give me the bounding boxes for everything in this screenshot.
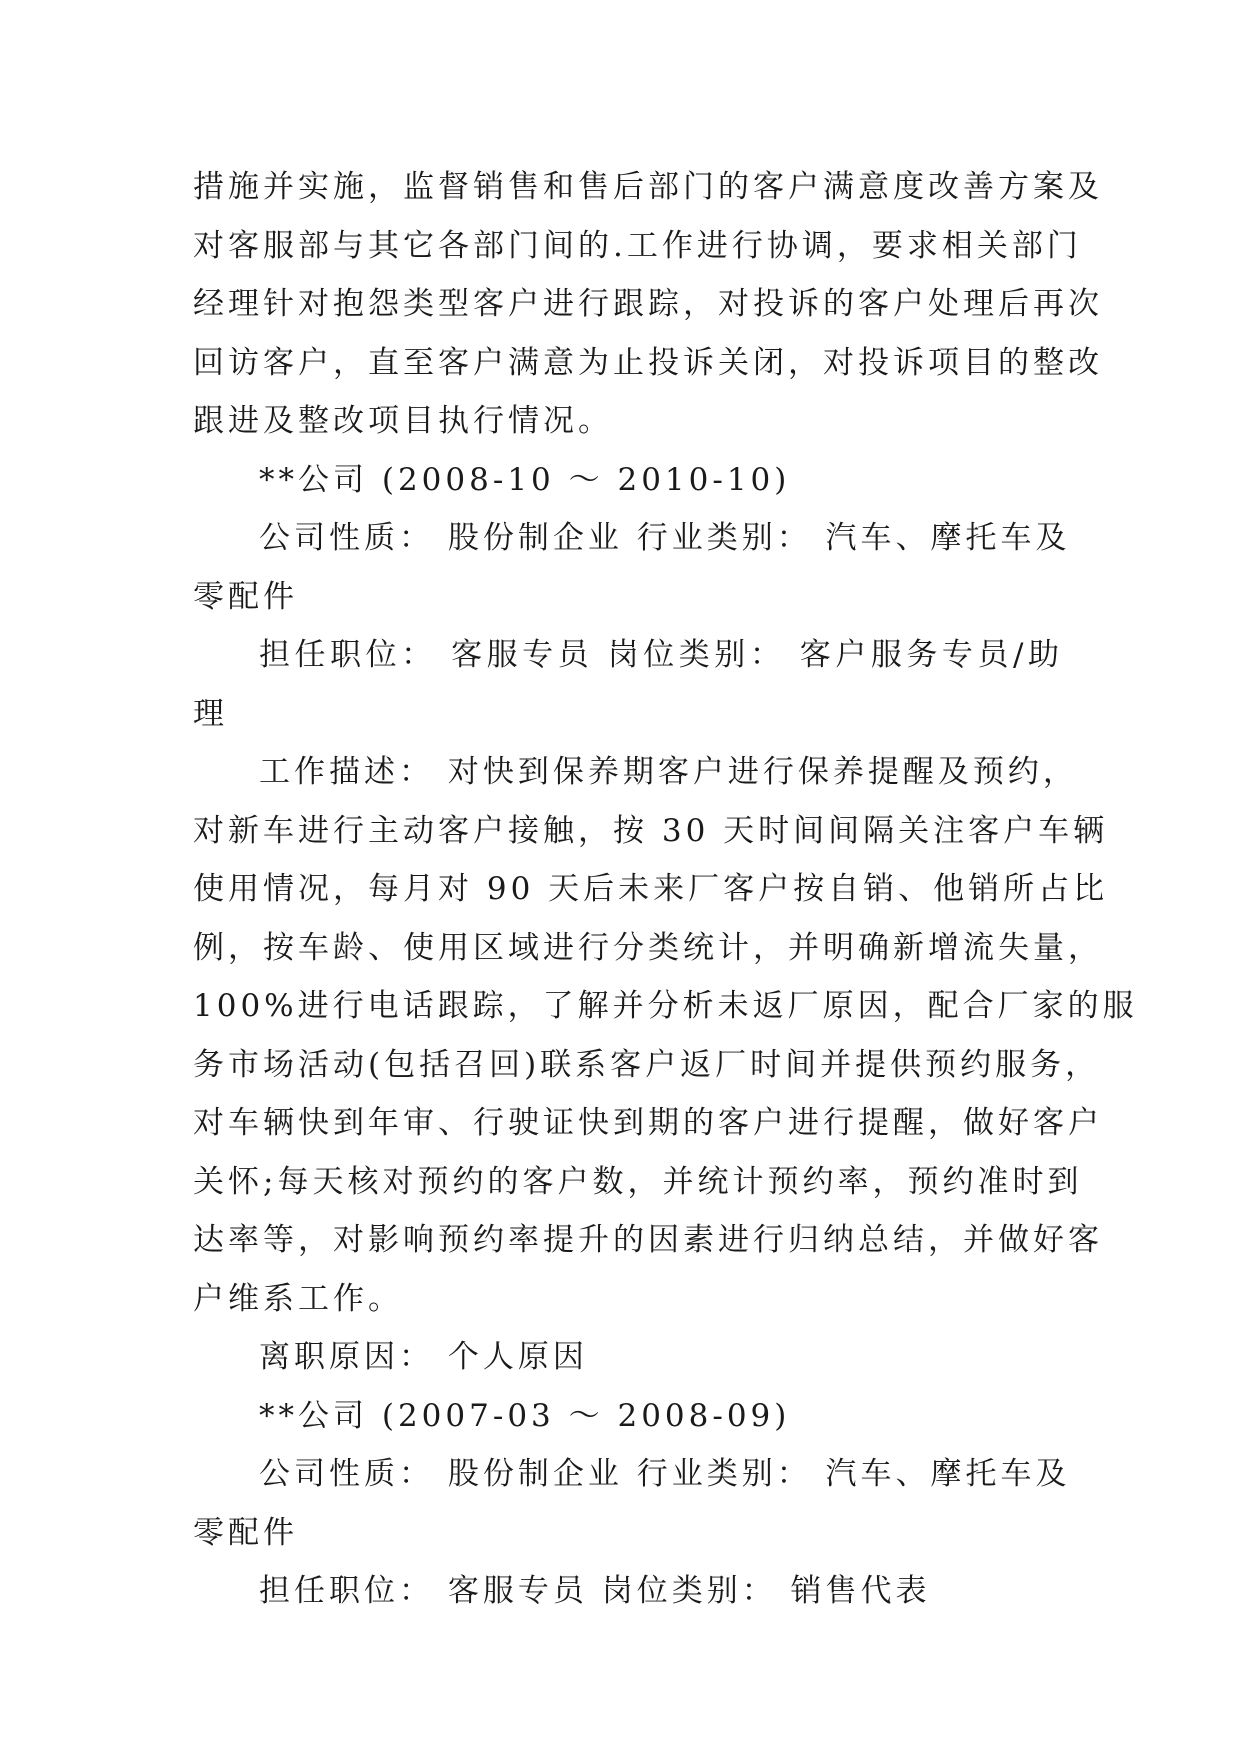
text-line: 关怀;每天核对预约的客户数，并统计预约率，预约准时到 xyxy=(193,1163,1083,1200)
text-line: 务市场活动(包括召回)联系客户返厂时间并提供预约服务， xyxy=(193,1046,1101,1083)
text-line: 零配件 xyxy=(193,1514,298,1551)
company-nature-2 xyxy=(193,1445,1071,1562)
text-line: 达率等，对影响预约率提升的因素进行归纳总结，并做好客 xyxy=(193,1222,1103,1258)
company-nature-1 xyxy=(193,509,1071,626)
text-line: 公司性质： 股份制企业 行业类别： 汽车、摩托车及 xyxy=(259,1456,1071,1492)
text-line: 措施并实施，监督销售和售后部门的客户满意度改善方案及 xyxy=(193,169,1103,205)
text-line: 经理针对抱怨类型客户进行跟踪，对投诉的客户处理后再次 xyxy=(193,286,1103,322)
text-line: 100%进行电话跟踪，了解并分析未返厂原因，配合厂家的服 xyxy=(193,988,1138,1024)
text-line: 零配件 xyxy=(193,578,298,615)
text-line: 对客服部与其它各部门间的.工作进行协调，要求相关部门 xyxy=(193,227,1082,264)
text-line: 对新车进行主动客户接触，按 30 天时间间隔关注客户车辆 xyxy=(193,812,1109,849)
document-body xyxy=(193,158,1138,1621)
text-line: 公司性质： 股份制企业 行业类别： 汽车、摩托车及 xyxy=(259,520,1071,556)
text-line: 对车辆快到年审、行驶证快到期的客户进行提醒，做好客户 xyxy=(193,1105,1103,1141)
company-heading-2: **公司 (2007-03 ～ 2008-09) xyxy=(259,1397,791,1434)
company-position-1: 担任职位： 客服专员 岗位类别： 客户服务专员/助理 xyxy=(193,637,1063,732)
text-line: 工作描述： 对快到保养期客户进行保养提醒及预约， xyxy=(259,754,1078,790)
text-line: 例，按车龄、使用区域进行分类统计，并明确新增流失量， xyxy=(193,929,1103,966)
text-line: 户维系工作。 xyxy=(193,1280,403,1317)
job-description-1 xyxy=(193,743,1138,1328)
text-line: 跟进及整改项目执行情况。 xyxy=(193,403,613,439)
text-line: 使用情况，每月对 90 天后未来厂客户按自销、他销所占比 xyxy=(193,871,1109,907)
text-line: 回访客户，直至客户满意为止投诉关闭，对投诉项目的整改 xyxy=(193,344,1103,381)
paragraph-responsibilities xyxy=(193,158,1103,451)
company-position-2: 担任职位： 客服专员 岗位类别： 销售代表 xyxy=(259,1573,931,1609)
leave-reason-1: 离职原因： 个人原因 xyxy=(259,1339,588,1375)
company-heading-1: **公司 (2008-10 ～ 2010-10) xyxy=(259,461,791,498)
